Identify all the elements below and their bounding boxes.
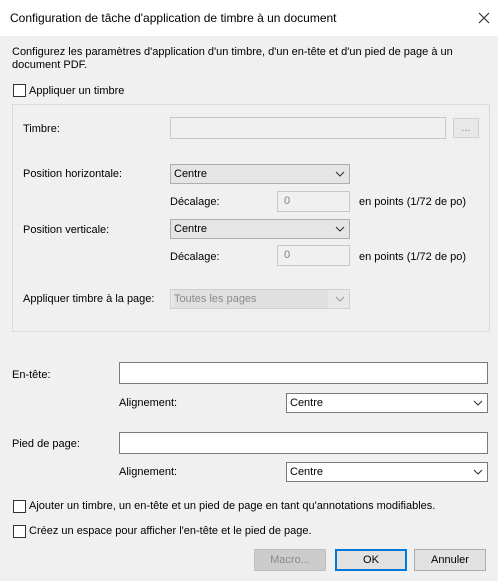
- h-units-label: en points (1/72 de po): [359, 196, 467, 208]
- chevron-down-icon: [335, 165, 345, 183]
- macro-button[interactable]: Macro...: [254, 549, 326, 571]
- h-offset-field[interactable]: 0: [277, 191, 350, 212]
- description-line-2: document PDF.: [12, 59, 88, 71]
- apply-page-select[interactable]: [170, 289, 350, 309]
- chevron-down-icon: [473, 463, 483, 481]
- header-alignment-select[interactable]: [286, 393, 488, 413]
- horizontal-position-select[interactable]: [170, 164, 350, 184]
- vertical-position-label: Position verticale:: [23, 224, 110, 236]
- window-title: Configuration de tâche d'application de timbre à un document: [10, 11, 337, 25]
- editable-annotations-checkbox[interactable]: [13, 500, 26, 513]
- close-icon[interactable]: [474, 8, 494, 28]
- footer-alignment-value: Centre: [290, 466, 324, 478]
- vertical-position-value: Centre: [174, 223, 208, 235]
- h-offset-label: Décalage:: [170, 196, 220, 208]
- apply-page-label: Appliquer timbre à la page:: [23, 293, 155, 305]
- create-space-checkbox[interactable]: [13, 525, 26, 538]
- apply-stamp-checkbox[interactable]: [13, 84, 26, 97]
- chevron-down-icon: [335, 290, 345, 308]
- footer-input[interactable]: [119, 432, 488, 454]
- apply-page-value: Toutes les pages: [174, 290, 328, 308]
- horizontal-position-label: Position horizontale:: [23, 168, 123, 180]
- apply-stamp-label[interactable]: Appliquer un timbre: [29, 85, 125, 97]
- create-space-label[interactable]: Créez un espace pour afficher l'en-tête et le pied de page.: [29, 525, 312, 537]
- header-label: En-tête:: [12, 369, 51, 381]
- v-units-label: en points (1/72 de po): [359, 251, 467, 263]
- cancel-button[interactable]: Annuler: [414, 549, 486, 571]
- footer-alignment-select[interactable]: [286, 462, 488, 482]
- footer-label: Pied de page:: [12, 438, 80, 450]
- description-line-1: Configurez les paramètres d'application d'un timbre, d'un en-tête et d'un pied de page à un: [12, 46, 453, 58]
- v-offset-field[interactable]: 0: [277, 245, 350, 266]
- footer-alignment-label: Alignement:: [119, 466, 178, 478]
- vertical-position-select[interactable]: [170, 219, 350, 239]
- stamp-path-field[interactable]: [170, 117, 446, 139]
- stamp-label: Timbre:: [23, 123, 60, 135]
- editable-annotations-label[interactable]: Ajouter un timbre, un en-tête et un pied de page en tant qu'annotations modifiables.: [29, 500, 436, 512]
- horizontal-position-value: Centre: [174, 168, 208, 180]
- ok-button[interactable]: OK: [335, 549, 407, 571]
- header-alignment-label: Alignement:: [119, 397, 178, 409]
- chevron-down-icon: [335, 220, 345, 238]
- chevron-down-icon: [473, 394, 483, 412]
- header-alignment-value: Centre: [290, 397, 324, 409]
- header-input[interactable]: [119, 362, 488, 384]
- browse-button[interactable]: ...: [453, 118, 479, 138]
- v-offset-label: Décalage:: [170, 251, 220, 263]
